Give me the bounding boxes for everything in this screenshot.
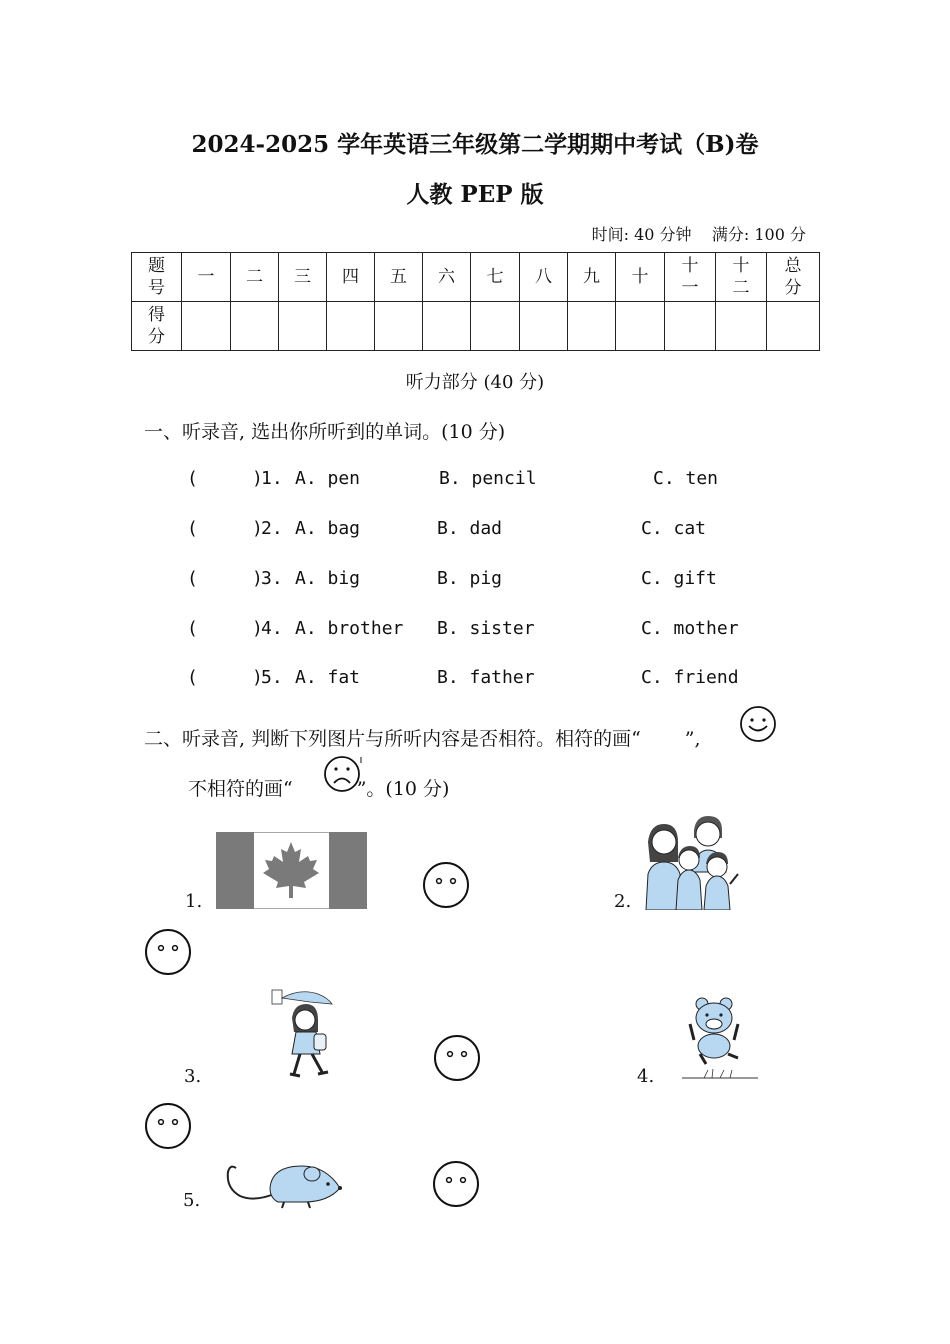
exam-meta — [592, 222, 806, 245]
part2-heading-line2: 不相符的画“ ”。(10 分) — [188, 778, 450, 800]
cell-col-total: 总 分 — [767, 253, 820, 302]
exam-subtitle: 人教 PEP 版 — [406, 181, 544, 208]
section-listening: 听力部分 (40 分) — [405, 372, 545, 393]
score-table-header-row — [132, 253, 820, 302]
option-b: B. pig — [437, 568, 503, 589]
answer-paren[interactable]: ( ) — [187, 568, 263, 589]
cell-col-4: 四 — [327, 253, 375, 302]
answer-paren[interactable]: ( ) — [187, 468, 263, 489]
item-number: 5. — [261, 667, 283, 688]
blank-face-icon[interactable] — [422, 861, 470, 909]
score-table — [131, 252, 820, 351]
score-input-cell[interactable] — [716, 302, 767, 351]
answer-paren[interactable]: ( ) — [187, 518, 263, 539]
cell-col-8: 八 — [520, 253, 568, 302]
score-input-cell[interactable] — [327, 302, 375, 351]
picture-number-1: 1. — [185, 891, 203, 912]
picture-number-4: 4. — [637, 1066, 655, 1087]
score-table-score-row — [132, 302, 820, 351]
blank-face-icon[interactable] — [144, 928, 192, 976]
score-input-cell[interactable] — [182, 302, 231, 351]
score-input-cell[interactable] — [520, 302, 568, 351]
cell-col-1: 一 — [182, 253, 231, 302]
picture-number-3: 3. — [184, 1066, 202, 1087]
blank-face-icon[interactable] — [144, 1102, 192, 1150]
item-number: 4. — [261, 618, 283, 639]
option-a: A. pen — [295, 468, 361, 489]
sad-face-icon — [322, 754, 364, 794]
cell-score-label: 得 分 — [132, 302, 182, 351]
cell-col-5: 五 — [375, 253, 423, 302]
score-input-cell[interactable] — [568, 302, 616, 351]
cell-col-10: 十 — [616, 253, 665, 302]
picture-number-5: 5. — [183, 1190, 201, 1211]
option-c: C. gift — [641, 568, 717, 589]
option-a: A. big — [295, 568, 361, 589]
score-input-cell[interactable] — [767, 302, 820, 351]
score-input-cell[interactable] — [423, 302, 471, 351]
option-a: A. fat — [295, 667, 361, 688]
part2-heading-line1: 二、听录音, 判断下列图片与所听内容是否相符。相符的画“ ”, — [144, 728, 701, 750]
option-c: C. cat — [641, 518, 707, 539]
score-input-cell[interactable] — [279, 302, 327, 351]
family-picture — [638, 812, 750, 910]
canada-flag-image — [216, 832, 367, 909]
blank-face-icon[interactable] — [433, 1034, 481, 1082]
part1-heading: 一、听录音, 选出你所听到的单词。(10 分) — [144, 421, 506, 443]
cell-col-3: 三 — [279, 253, 327, 302]
answer-paren[interactable]: ( ) — [187, 618, 263, 639]
option-b: B. dad — [437, 518, 503, 539]
cell-col-12: 十 二 — [716, 253, 767, 302]
score-input-cell[interactable] — [375, 302, 423, 351]
blank-face-icon[interactable] — [432, 1160, 480, 1208]
option-c: C. mother — [641, 618, 739, 639]
time-limit: 时间: 40 分钟 — [591, 225, 692, 244]
mouse-picture — [224, 1158, 346, 1210]
option-b: B. father — [437, 667, 535, 688]
item-number: 1. — [261, 468, 283, 489]
score-input-cell[interactable] — [471, 302, 520, 351]
cell-col-9: 九 — [568, 253, 616, 302]
full-score: 满分: 100 分 — [711, 225, 806, 244]
smiley-face-icon — [738, 704, 778, 744]
cell-col-2: 二 — [231, 253, 279, 302]
picture-number-2: 2. — [614, 891, 632, 912]
score-input-cell[interactable] — [616, 302, 665, 351]
score-input-cell[interactable] — [231, 302, 279, 351]
item-number: 3. — [261, 568, 283, 589]
cell-col-11: 十 一 — [665, 253, 716, 302]
cell-col-7: 七 — [471, 253, 520, 302]
girl-walking-picture — [270, 988, 334, 1082]
jumping-bear-picture — [680, 994, 760, 1080]
exam-title: 2024-2025 学年英语三年级第二学期期中考试（B)卷 — [191, 131, 759, 158]
score-input-cell[interactable] — [665, 302, 716, 351]
item-number: 2. — [261, 518, 283, 539]
option-b: B. sister — [437, 618, 535, 639]
option-a: A. bag — [295, 518, 361, 539]
cell-question-label: 题 号 — [132, 253, 182, 302]
option-c: C. ten — [653, 468, 719, 489]
cell-col-6: 六 — [423, 253, 471, 302]
option-b: B. pencil — [439, 468, 537, 489]
option-c: C. friend — [641, 667, 739, 688]
option-a: A. brother — [295, 618, 404, 639]
answer-paren[interactable]: ( ) — [187, 667, 263, 688]
